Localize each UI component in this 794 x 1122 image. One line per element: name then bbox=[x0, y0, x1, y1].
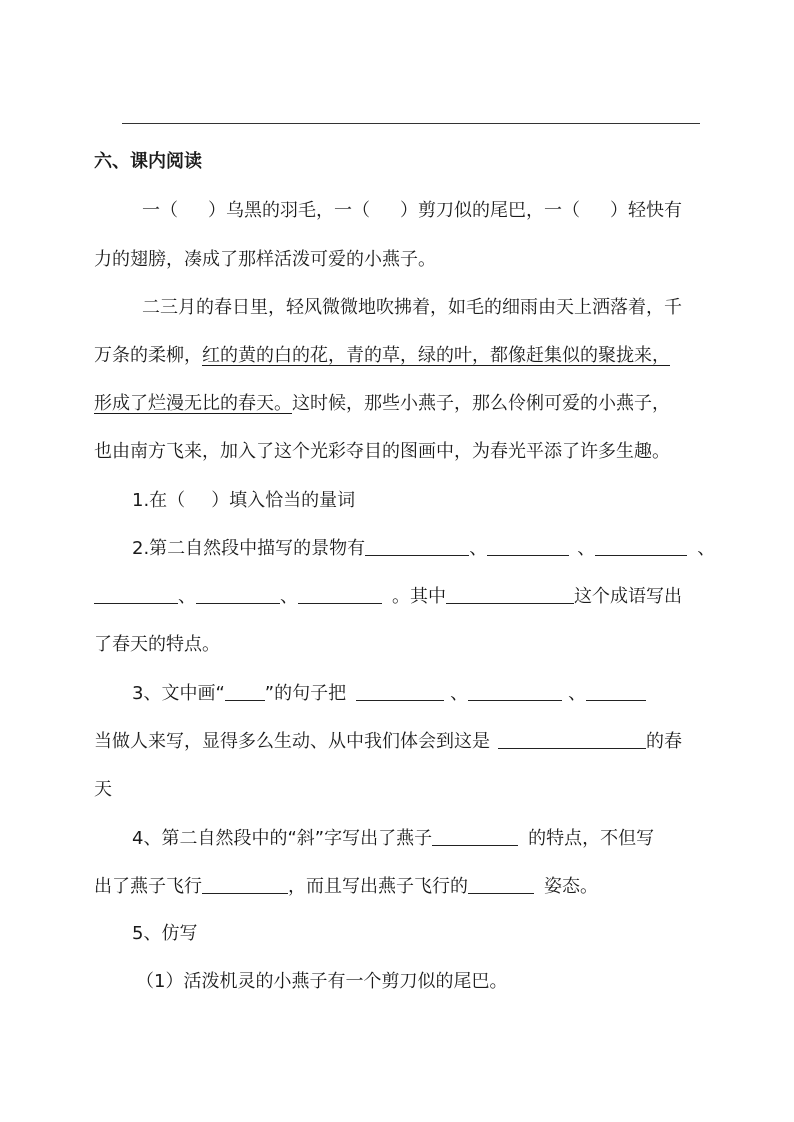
text: 这时候，那些小燕子，那么伶俐可爱的小燕子， bbox=[292, 393, 670, 414]
text: 、 bbox=[450, 683, 469, 704]
passage-line-5 bbox=[94, 392, 670, 416]
question-3-line-2 bbox=[94, 730, 682, 754]
passage-line-3: 二三月的春日里，轻风微微地吹拂着，如毛的细雨由天上洒落着，千 bbox=[142, 297, 682, 318]
text: 的特点，不但写 bbox=[528, 828, 655, 849]
passage-line-1 bbox=[142, 199, 682, 223]
text: 3、文中画“ bbox=[132, 683, 225, 704]
answer-blank[interactable] bbox=[365, 537, 469, 556]
question-4-line-1 bbox=[132, 827, 654, 851]
answer-blank[interactable] bbox=[468, 875, 534, 894]
answer-blank[interactable] bbox=[468, 682, 562, 701]
answer-blank[interactable] bbox=[225, 682, 265, 701]
text: 、 bbox=[577, 538, 596, 559]
section-title: 六、课内阅读 bbox=[94, 151, 202, 172]
passage-line-6: 也由南方飞来，加入了这个光彩夺目的图画中，为春光平添了许多生趣。 bbox=[94, 441, 670, 462]
text: ）填入恰当的量词 bbox=[211, 490, 356, 511]
text: 出了燕子飞行 bbox=[94, 876, 202, 897]
text: 的春 bbox=[646, 731, 682, 752]
text: ”的句子把 bbox=[264, 683, 347, 704]
text: 这个成语写出 bbox=[574, 586, 682, 607]
answer-blank[interactable] bbox=[498, 730, 646, 749]
question-3-line-1 bbox=[132, 682, 646, 706]
answer-blank[interactable] bbox=[446, 585, 574, 604]
text: 。其中 bbox=[392, 586, 446, 607]
text: 一（ bbox=[142, 200, 178, 221]
answer-blank[interactable] bbox=[298, 585, 382, 604]
top-rule bbox=[122, 123, 700, 124]
answer-blank[interactable] bbox=[487, 537, 569, 556]
passage-line-4 bbox=[94, 344, 670, 368]
answer-blank[interactable] bbox=[196, 585, 280, 604]
question-5-item-1: （1）活泼机灵的小燕子有一个剪刀似的尾巴。 bbox=[136, 971, 508, 992]
text: 、 bbox=[568, 683, 587, 704]
answer-blank[interactable] bbox=[432, 827, 518, 846]
text: 1.在（ bbox=[132, 490, 186, 511]
text: 姿态。 bbox=[544, 876, 598, 897]
text: 、 bbox=[697, 538, 716, 559]
text: ，而且写出燕子飞行的 bbox=[288, 876, 468, 897]
text: 4、第二自然段中的“斜”字写出了燕子 bbox=[132, 828, 433, 849]
question-2-line-3: 了春天的特点。 bbox=[94, 634, 220, 655]
text: 、 bbox=[280, 586, 298, 607]
underlined-sentence: 红的黄的白的花，青的草，绿的叶，都像赶集似的聚拢来， bbox=[202, 345, 670, 366]
answer-blank[interactable] bbox=[94, 585, 178, 604]
underlined-sentence: 形成了烂漫无比的春天。 bbox=[94, 393, 292, 414]
text: 、 bbox=[469, 538, 488, 559]
text: 、 bbox=[178, 586, 196, 607]
text: ）剪刀似的尾巴，一（ bbox=[400, 200, 580, 221]
answer-blank[interactable] bbox=[595, 537, 687, 556]
question-2-line-1 bbox=[132, 537, 715, 561]
answer-blank[interactable] bbox=[586, 682, 646, 701]
answer-blank[interactable] bbox=[202, 875, 288, 894]
text: 当做人来写，显得多么生动、从中我们体会到这是 bbox=[94, 731, 490, 752]
question-1 bbox=[132, 489, 355, 513]
passage-line-2: 力的翅膀，凑成了那样活泼可爱的小燕子。 bbox=[94, 249, 436, 270]
text: 万条的柔柳， bbox=[94, 345, 202, 366]
question-2-line-2 bbox=[94, 585, 682, 609]
question-5: 5、仿写 bbox=[132, 923, 198, 944]
text: 2.第二自然段中描写的景物有 bbox=[132, 538, 366, 559]
question-4-line-2 bbox=[94, 875, 598, 899]
question-3-line-3: 天 bbox=[94, 779, 112, 800]
text: ）乌黑的羽毛，一（ bbox=[208, 200, 370, 221]
text: ）轻快有 bbox=[610, 200, 682, 221]
answer-blank[interactable] bbox=[356, 682, 444, 701]
